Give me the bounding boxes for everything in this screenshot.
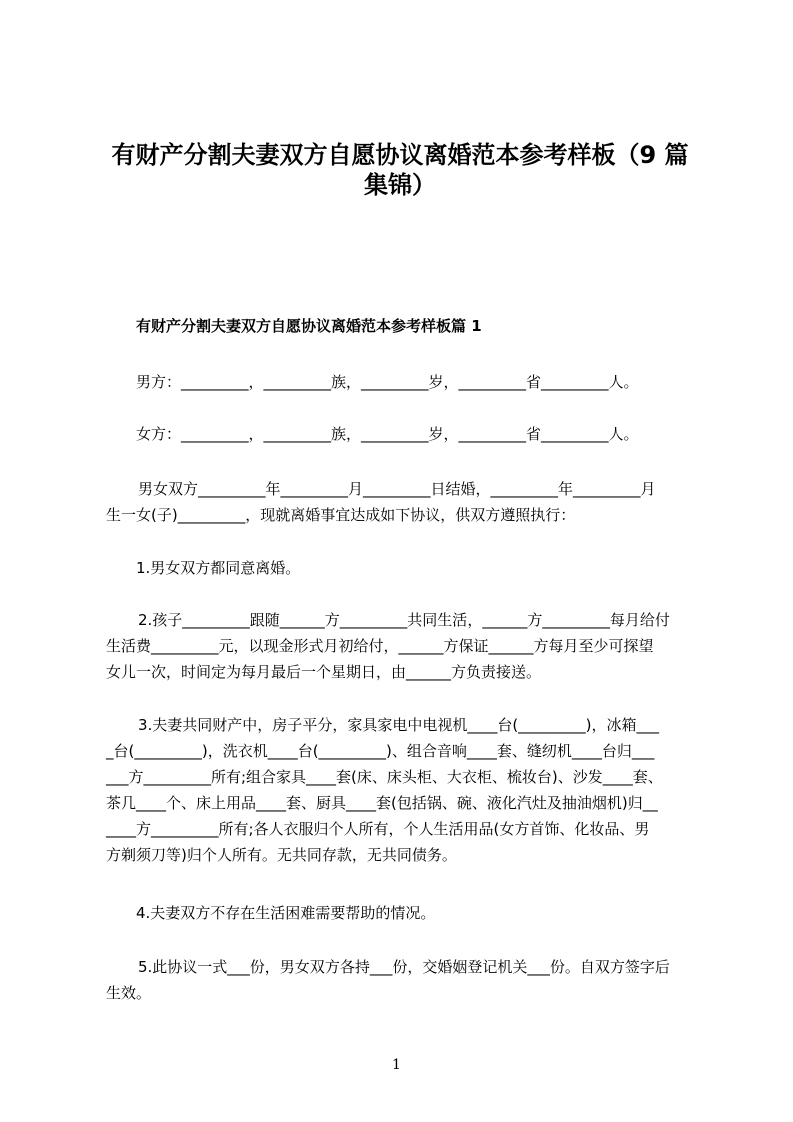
item-3-line-6: 方剃须刀等)归个人所有。无共同存款，无共同债务。 [106, 846, 457, 864]
item-2-paragraph [106, 607, 702, 685]
item-3-line-5: ____方_________所有;各人衣服归个人所有，个人生活用品(女方首饰、化妆品、男 [106, 820, 650, 838]
female-info-line: 女方：_________，_________族，_________岁，_________省_________人。 [136, 425, 639, 443]
title-line-2: 集锦） [364, 171, 436, 199]
item-3-line-2: _台(_________)，洗衣机____台(_________)、组合音响____套、缝纫机____台归___ [106, 742, 655, 760]
item-1-line: 1.男女双方都同意离婚。 [136, 559, 301, 577]
item-4-line: 4.夫妻双方不存在生活困难需要帮助的情况。 [136, 904, 436, 922]
item-2-line-2: 生活费_________元，以现金形式月初给付，______方保证______方每月至少可探望 [106, 637, 654, 655]
item-3-line-3: ___方_________所有;组合家具____套(床、床头柜、大衣柜、梳妆台)、沙发____套、 [106, 768, 663, 786]
item-4-paragraph [106, 900, 702, 926]
item-1-paragraph [106, 555, 702, 581]
title-line-1: 有财产分割夫妻双方自愿协议离婚范本参考样板（9 篇 [111, 141, 689, 169]
page-number: 1 [392, 1057, 401, 1073]
female-info-paragraph [106, 421, 702, 447]
item-5-paragraph [106, 954, 702, 1006]
section-heading: 有财产分割夫妻双方自愿协议离婚范本参考样板篇 1 [136, 317, 482, 335]
male-info-line: 男方：_________，_________族，_________岁，_________省_________人。 [136, 373, 639, 391]
male-info-paragraph [106, 369, 702, 395]
item-3-paragraph [106, 712, 702, 868]
marriage-line-1: 男女双方_________年_________月_________日结婚，_________年_________月 [138, 480, 656, 498]
item-5-line-2: 生效。 [106, 984, 152, 1002]
item-3-line-1: 3.夫妻共同财产中，房子平分，家具家电中电视机____台(_________)，冰箱___ [138, 716, 660, 734]
item-5-line-1: 5.此协议一式___份，男女双方各持___份，交婚姻登记机关___份。自双方签字后 [138, 958, 670, 976]
marriage-paragraph [106, 476, 702, 528]
item-3-line-4: 茶几____个、床上用品____套、厨具____套(包括锅、碗、液化汽灶及抽油烟机)归__ [106, 794, 658, 812]
item-2-line-1: 2.孩子_________跟随______方_________共同生活，______方_________每月给付 [138, 611, 670, 629]
item-2-line-3: 女儿一次，时间定为每月最后一个星期日，由______方负责接送。 [106, 663, 542, 681]
document-title [100, 140, 700, 200]
marriage-line-2: 生一女(子)_________，现就离婚事宜达成如下协议，供双方遵照执行： [106, 506, 576, 524]
